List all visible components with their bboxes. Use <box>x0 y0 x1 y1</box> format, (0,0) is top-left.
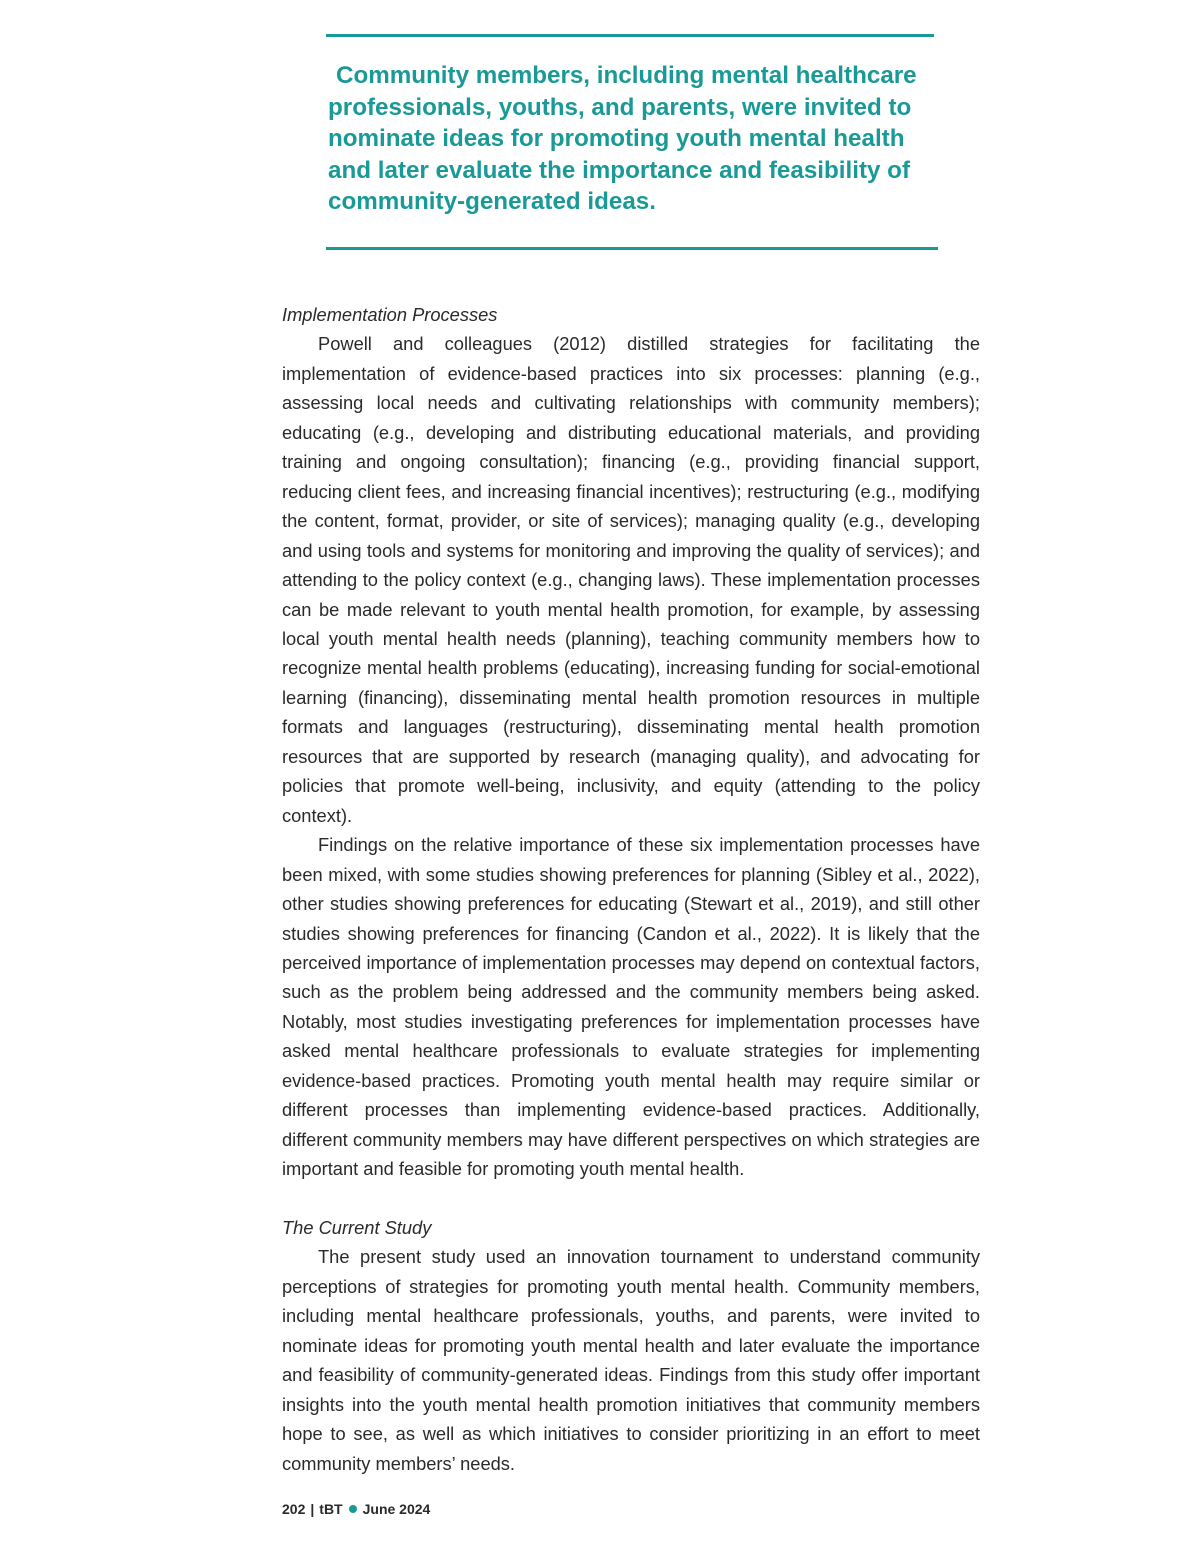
page-footer <box>282 1501 430 1517</box>
paragraph-current-study: The present study used an innovation tournament to understand community perceptions of strategies for promoting youth mental health. Community members, including mental healthcare professionals, youths, and parents, were invited to nominate ideas for promoting youth mental health and later evaluate the importance and feasibility of community-generated ideas. Findings from this study offer important insights into the youth mental health promotion initiatives that community members hope to see, as well as which initiatives to consider prioritizing in an effort to meet community members’ needs. <box>282 1246 980 1474</box>
pull-quote-bottom-rule <box>326 247 938 250</box>
issue-date: June 2024 <box>362 1501 431 1517</box>
section-spacer <box>282 1184 980 1213</box>
section-heading-implementation-processes: Implementation Processes <box>282 304 498 325</box>
pull-quote-text: Community members, including mental healthcare professionals, youths, and parents, were invited to nominate ideas for promoting youth mental health and later evaluate the importance and feasibility of community-generated ideas. <box>328 62 917 215</box>
paragraph-findings: Findings on the relative importance of these six implementation processes have been mixed, with some studies showing preferences for planning (Sibley et al., 2022), other studies showing preferences for educating (Stewart et al., 2019), and still other studies showing preferences for financing (Candon et al., 2022). It is likely that the perceived importance of implementation processes may depend on contextual factors, such as the problem being addressed and the community members being asked. Notably, most studies investigating preferences for implementation processes have asked mental healthcare professionals to evaluate strategies for implementing evidence-based practices. Promoting youth mental health may require similar or different processes than implementing evidence-based practices. Additionally, different community members may have different perspectives on which strategies are important and feasible for promoting youth mental health. <box>282 834 980 1180</box>
page-number: 202 <box>282 1501 306 1517</box>
footer-separator: | <box>310 1501 315 1517</box>
bullet-dot-icon <box>349 1505 357 1513</box>
article-body <box>282 300 980 1478</box>
journal-name: tBT <box>319 1501 343 1517</box>
pull-quote <box>326 34 938 250</box>
section-heading-current-study: The Current Study <box>282 1217 432 1239</box>
paragraph-powell-processes: Powell and colleagues (2012) distilled strategies for facilitating the implementation of evidence-based practices into six processes: planning (e.g., assessing local needs and cultivating relationships with community members); educating (e.g., developing and distributing educational materials, and providing training and ongoing consultation); financing (e.g., providing financial support, reducing client fees, and increasing financial incentives); restructuring (e.g., modifying the content, format, provider, or site of services); managing quality (e.g., developing and using tools and systems for monitoring and improving the quality of services); and attending to the policy context (e.g., changing laws). These implementation processes can be made relevant to youth mental health promotion, for example, by assessing local youth mental health needs (planning), teaching community members how to recognize mental health problems (educating), increasing funding for social-emotional learning (financing), disseminating mental health promotion resources in multiple formats and languages (restructuring), disseminating mental health promotion resources that are supported by research (managing quality), and advocating for policies that promote well-being, inclusivity, and equity (attending to the policy context). <box>282 333 980 826</box>
pull-quote-top-rule <box>326 34 934 37</box>
